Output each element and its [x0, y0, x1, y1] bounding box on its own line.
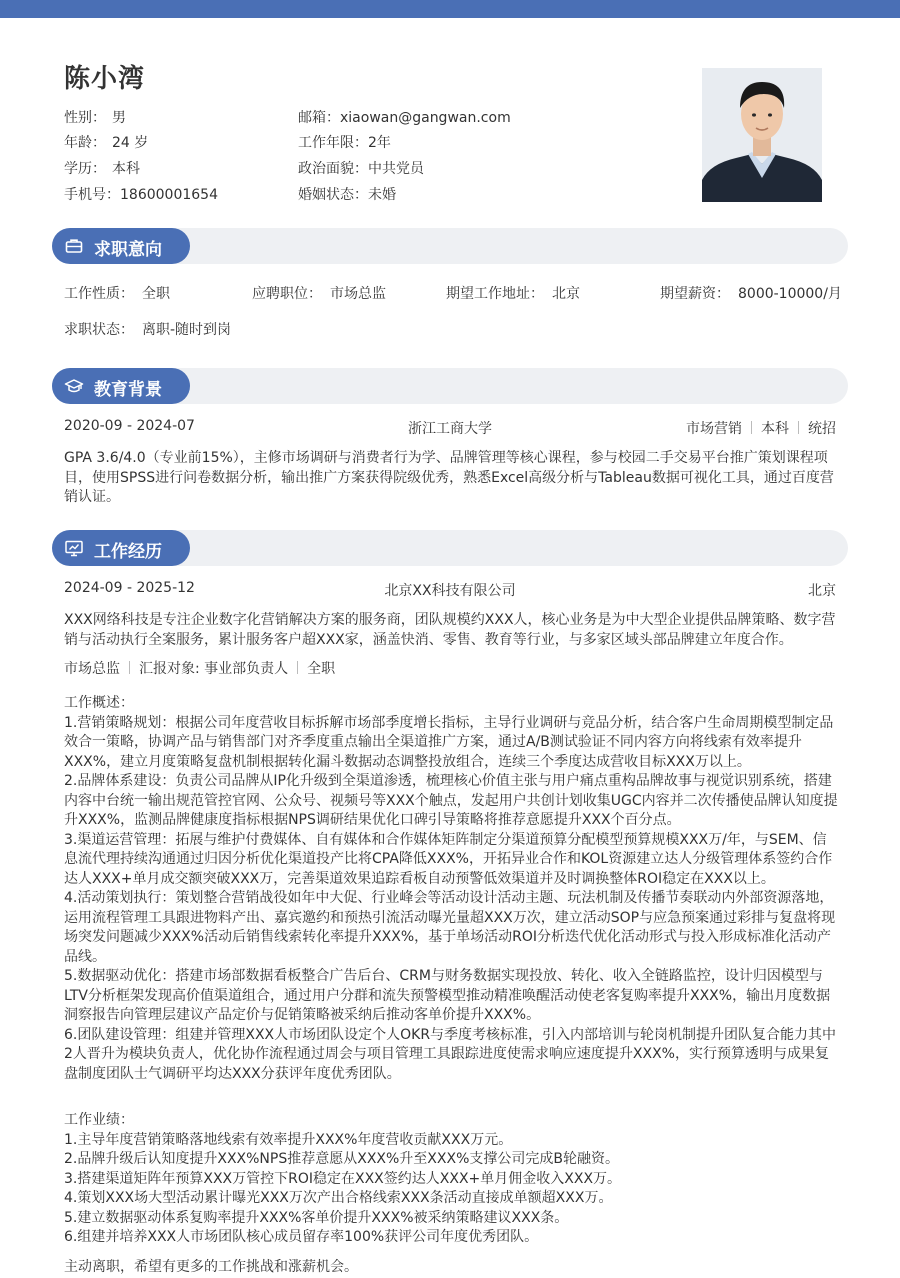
phone-row [64, 184, 218, 204]
age-label: 年龄： [64, 135, 106, 151]
education-value: 本科 [112, 161, 140, 177]
phone-value: 18600001654 [120, 187, 218, 203]
years-value: 2年 [368, 135, 391, 151]
age-value: 24 岁 [112, 135, 149, 151]
education-description: GPA 3.6/4.0（专业前15%），主修市场调研与消费者行为学、品牌管理等核心课程，参与校园二手交易平台推广策划课程项 目，使用SPSS进行问卷数据分析，输出推广方案获得院级优秀，熟悉Excel高级分析与Tableau数据可视化工具，通过百度营 销认证。 [64, 450, 834, 505]
political-row [298, 158, 424, 178]
years-label: 工作年限： [298, 135, 368, 151]
education-tags [686, 418, 836, 438]
political-value: 中共党员 [368, 161, 424, 177]
education-enroll: 统招 [808, 421, 836, 437]
years-row [298, 132, 391, 152]
education-major: 市场营销 [686, 421, 742, 437]
work-job-type: 全职 [307, 661, 336, 677]
intent-status: 求职状态： 离职-随时到岗 [64, 322, 232, 338]
marital-value: 未婚 [368, 187, 396, 203]
candidate-name: 陈小湾 [64, 64, 146, 94]
gender-value: 男 [112, 110, 126, 126]
work-report-to: 汇报对象: 事业部负责人 [139, 661, 289, 677]
gender-label: 性别： [64, 110, 106, 126]
work-company: 北京XX科技有限公司 [384, 583, 516, 599]
phone-label: 手机号： [64, 187, 120, 203]
company-description: XXX网络科技是专注企业数字化营销解决方案的服务商，团队规模约XXX人，核心业务是为中大型企业提供品牌策略、数字营 销与活动执行全案服务，累计服务客户超XXX家，涵盖快消、零售、教育等行业，与多家区域头部品牌建立年度合作。 [64, 612, 836, 648]
work-achievements: 工作业绩： 1.主导年度营销策略落地线索有效率提升XXX%年度营收贡献XXX万元。 2.品牌升级后认知度提升XXX%NPS推荐意愿从XXX%升至XXX%支撑公司完成B轮融资。 3.搭建渠道矩阵年预算XXX万管控下ROI稳定在XXX签约达人XXX+单月佣金收入XXX万。 4.策划XXX场大型活动累计曝光XXX万次产出合格线索XXX条活动直接成单额超XXX万。 5.建立数据驱动体系复购率提升XXX%客单价提升XXX%被采纳策略建议XXX条。 6.组建并培养XXX人市场团队核心成员留存率100%获评公司年度优秀团队。 [64, 1112, 622, 1245]
section-title: 求职意向 [94, 240, 162, 260]
briefcase-icon [64, 236, 84, 256]
gender-row [64, 107, 126, 127]
intent-position: 应聘职位： 市场总监 [252, 286, 386, 302]
email-label: 邮箱： [298, 110, 340, 126]
work-overview: 工作概述： 1.营销策略规划：根据公司年度营收目标拆解市场部季度增长指标，主导行业调研与竞品分析，结合客户生命周期模型制定品 效合一策略，协调产品与销售部门对齐季度重点输出全渠道推广方案，通过A/B测试验证不同内容方向将线索有效率提升 XXX%，建立月度策略复盘机制根据转化漏斗数据动态调整投放组合，连续三个季度达成营收目标XXX万以上。 2.品牌体系建设：负责公司品牌从IP化升级到全渠道渗透，梳理核心价值主张与用户痛点重构品牌故事与视觉识别系统，搭建 内容中台统一输出规范管控官网、公众号、视频号等XXX个触点，发起用户共创计划收集UGC内容并二次传播使品牌认知度提 升XXX%，监测品牌健康度指标根据NPS调研结果优化口碑引导策略将推荐意愿提升XXX个百分点。 3.渠道运营管理：拓展与维护付费媒体、自有媒体和合作媒体矩阵制定分渠道预算分配模型预算规模XXX万/年，与SEM、信 息流代理持续沟通通过归因分析优化渠道投产比将CPA降低XXX%，开拓异业合作和KOL资源建立达人分级管理体系签约合作 达人XXX+单月成交额突破XXX万，完善渠道效果追踪看板自动预警低效渠道并及时调换整体ROI稳定在XXX以上。 4.活动策划执行：策划整合营销战役如年中大促、行业峰会等活动设计活动主题、玩法机制及传播节奏联动内外部资源落地， 运用流程管理工具跟进物料产出、嘉宾邀约和预热引流活动曝光量超XXX万次，建立活动SOP与应急预案通过彩排与复盘将现 场突发问题减少XXX%活动后销售线索转化率提升XXX%，基于单场活动ROI分析迭代优化活动形式与投入形成标准化活动产 品线。 5.数据驱动优化：搭建市场部数据看板整合广告后台、CRM与财务数据实现投放、转化、收入全链路监控，设计归因模型与 LTV分析框架发现高价值渠道组合，通过用户分群和流失预警模型推动精准唤醒活动使老客复购率提升XXX%，输出月度数据 洞察报告向管理层建议产品定价与促销策略被采纳后推动客单价提升XXX%。 6.团队建设管理：组建并管理XXX人市场团队设定个人OKR与季度考核标准，引入内部培训与轮岗机制提升团队复合能力其中 2人晋升为模块负责人，优化协作流程通过周会与项目管理工具跟踪进度使需求响应速度提升XXX%，实行预算透明与成果复 盘制度团队士气调研平均达XXX分获评年度优秀团队。 [64, 695, 838, 1082]
intent-salary: 期望薪资： 8000-10000/月 [660, 286, 842, 302]
top-accent-bar [0, 0, 900, 18]
education-label: 学历： [64, 161, 106, 177]
profile-photo [702, 68, 822, 202]
education-row [64, 158, 140, 178]
email-row [298, 107, 511, 127]
age-row [64, 132, 148, 152]
education-degree: 本科 [761, 421, 789, 437]
marital-row [298, 184, 396, 204]
section-title: 工作经历 [94, 542, 162, 562]
education-school: 浙江工商大学 [408, 421, 492, 437]
political-label: 政治面貌： [298, 161, 368, 177]
person-avatar-icon [702, 68, 822, 202]
monitor-chart-icon [64, 538, 84, 558]
section-header-work [52, 530, 848, 566]
leave-reason: 主动离职，希望有更多的工作挑战和涨薪机会。 [64, 1259, 358, 1275]
work-role: 市场总监 [64, 661, 120, 677]
education-period: 2020-09 - 2024-07 [64, 418, 195, 434]
intent-location: 期望工作地址： 北京 [446, 286, 580, 302]
work-role-tags [64, 658, 335, 678]
marital-label: 婚姻状态： [298, 187, 368, 203]
section-header-education [52, 368, 848, 404]
work-city: 北京 [808, 583, 836, 599]
intent-type: 工作性质： 全职 [64, 286, 170, 302]
work-period: 2024-09 - 2025-12 [64, 580, 195, 596]
section-header-job-intent [52, 228, 848, 264]
graduation-cap-icon [64, 376, 84, 396]
section-title: 教育背景 [94, 380, 162, 400]
email-value[interactable]: xiaowan@gangwan.com [340, 110, 511, 126]
